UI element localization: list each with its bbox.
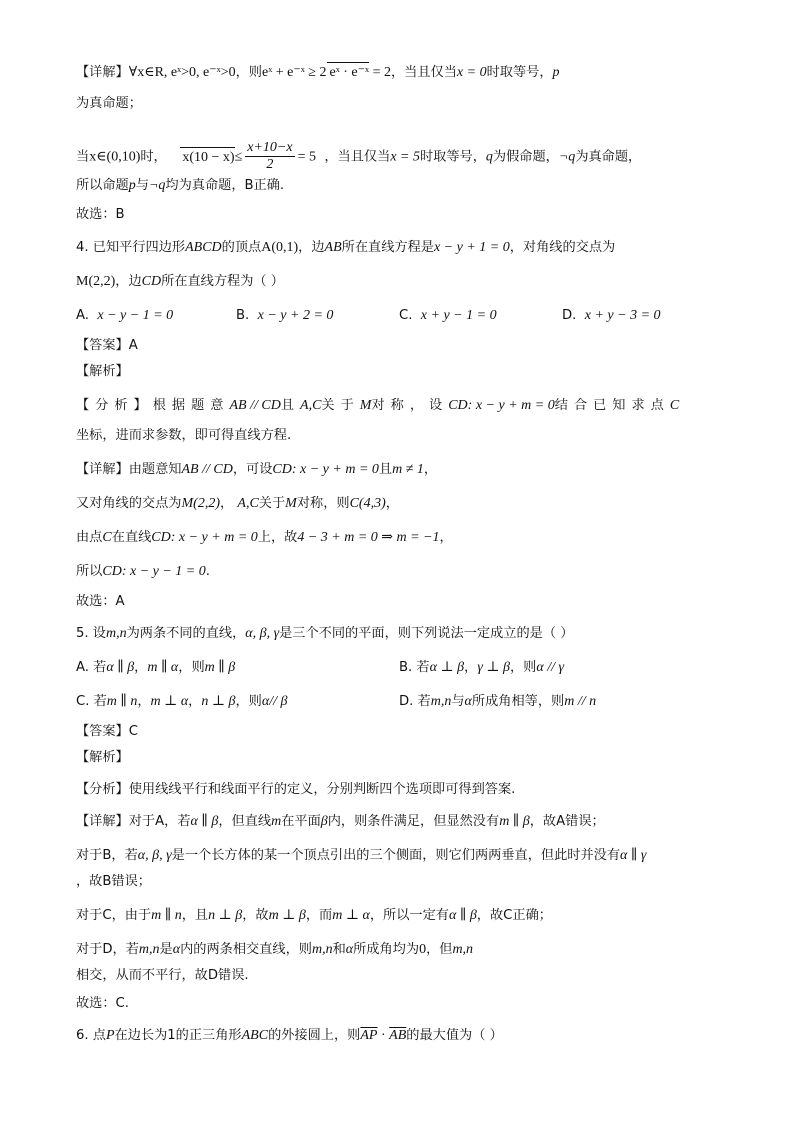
fraction: $\frac{x+10-x}{2}$ [247,140,293,172]
q5-detail-d: 对于D，若m,n是α内的两条相交直线，则m,n和α所成角均为0，但m,n [76,942,474,957]
q5-detail-c: 对于C，由于m ∥ n，且n ⊥ β，故m ⊥ β，而m ⊥ α，所以一定有α ∥ β，故C正确； [76,908,552,923]
q5-detail-d2: 相交，从而不平行，故D错误. [76,968,249,983]
q5-analysis: 【分析】使用线线平行和线面平行的定义，分别判断四个选项即可得到答案. [76,782,516,797]
q5-option-c: C. 若m ∥ n，m ⊥ α，n ⊥ β，则α// β [76,694,288,709]
q4-detail-line2: 又对角线的交点为M(2,2)， A,C关于M对称，则C(4,3)， [76,496,399,511]
q4-analysis-line2: 坐标，进而求参数，即可得直线方程. [76,428,292,443]
vector-ap: $\overline{AP}$ [360,1028,378,1043]
q4-stem-line1: 4. 已知平行四边形ABCD的顶点A(0,1)，边AB所在直线方程是x − y + 1 = 0，对角线的交点为 [76,240,616,255]
q3-detail-line4: 所以命题p与¬q均为真命题，B正确. [76,178,285,193]
q4-option-b: B. x − y + 2 = 0 [236,308,334,323]
vector-ab: $\overline{AB}$ [389,1028,407,1043]
q4-analysis-label: 【解析】 [76,364,129,379]
q4-detail-line3: 由点C在直线CD: x − y + m = 0上，故4 − 3 + m = 0 ⇒ m = −1， [76,530,453,545]
q3-detail-line3: 当x∈(0,10)时， x(10 − x)≤ $\frac{x+10-x}{2}$ = 5 ，当且仅当x = 5时取等号，q为假命题，¬q为真命题， [76,140,642,172]
q4-final: 故选：A [76,594,125,609]
q3-answer: 故选：B [76,207,125,222]
q5-answer: 【答案】C [76,724,138,739]
q5-option-a: A. 若α ∥ β，m ∥ α，则m ∥ β [76,660,236,675]
q5-option-b: B. 若α ⊥ β，γ ⊥ β，则α // γ [399,660,564,675]
q3-detail-line2: 为真命题； [76,96,142,111]
q5-detail-b2: ，故B错误； [76,874,151,889]
q3-detail-line1: 【详解】∀x∈R, eˣ>0, e⁻ˣ>0，则eˣ + e⁻ˣ ≥ 2 eˣ · e⁻ˣ = 2，当且仅当x = 0时取等号，p [76,62,755,83]
q4-answer: 【答案】A [76,338,138,353]
q4-detail-line4: 所以CD: x − y − 1 = 0. [76,564,210,579]
q6-stem: 6. 点P在边长为1的正三角形ABC的外接圆上，则$\overline{AP} \cdot \overline{AB}$的最大值为（ ） [76,1028,503,1043]
q4-analysis-line1: 【分析】根据题意AB // CD且A,C关于M对称，设CD: x − y + m = 0结合已知求点C [76,398,686,413]
q5-detail-a: 【详解】对于A，若α ∥ β，但直线m在平面β内，则条件满足，但显然没有m ∥ β，故A错误； [76,814,605,829]
q5-stem: 5. 设m,n为两条不同的直线，α, β, γ是三个不同的平面，则下列说法一定成立的是（ ） [76,626,574,641]
sqrt-expression: eˣ · e⁻ˣ [327,62,369,83]
q4-option-a: A. x − y − 1 = 0 [76,308,174,323]
q5-final: 故选：C. [76,996,129,1011]
q4-option-c: C. x + y − 1 = 0 [399,308,497,323]
q4-option-d: D. x + y − 3 = 0 [562,308,661,323]
detail-label: 【详解】 [76,65,129,80]
q4-detail-line1: 【详解】由题意知AB // CD，可设CD: x − y + m = 0且m ≠ 1， [76,462,438,477]
q5-detail-b: 对于B，若α, β, γ是一个长方体的某一个顶点引出的三个侧面，则它们两两垂直，但此时并没有α ∥ γ [76,848,647,863]
q5-option-d: D. 若m,n与α所成角相等，则m // n [399,694,597,709]
q4-stem-line2: M(2,2)，边CD所在直线方程为（ ） [76,274,284,289]
q5-analysis-label: 【解析】 [76,750,129,765]
